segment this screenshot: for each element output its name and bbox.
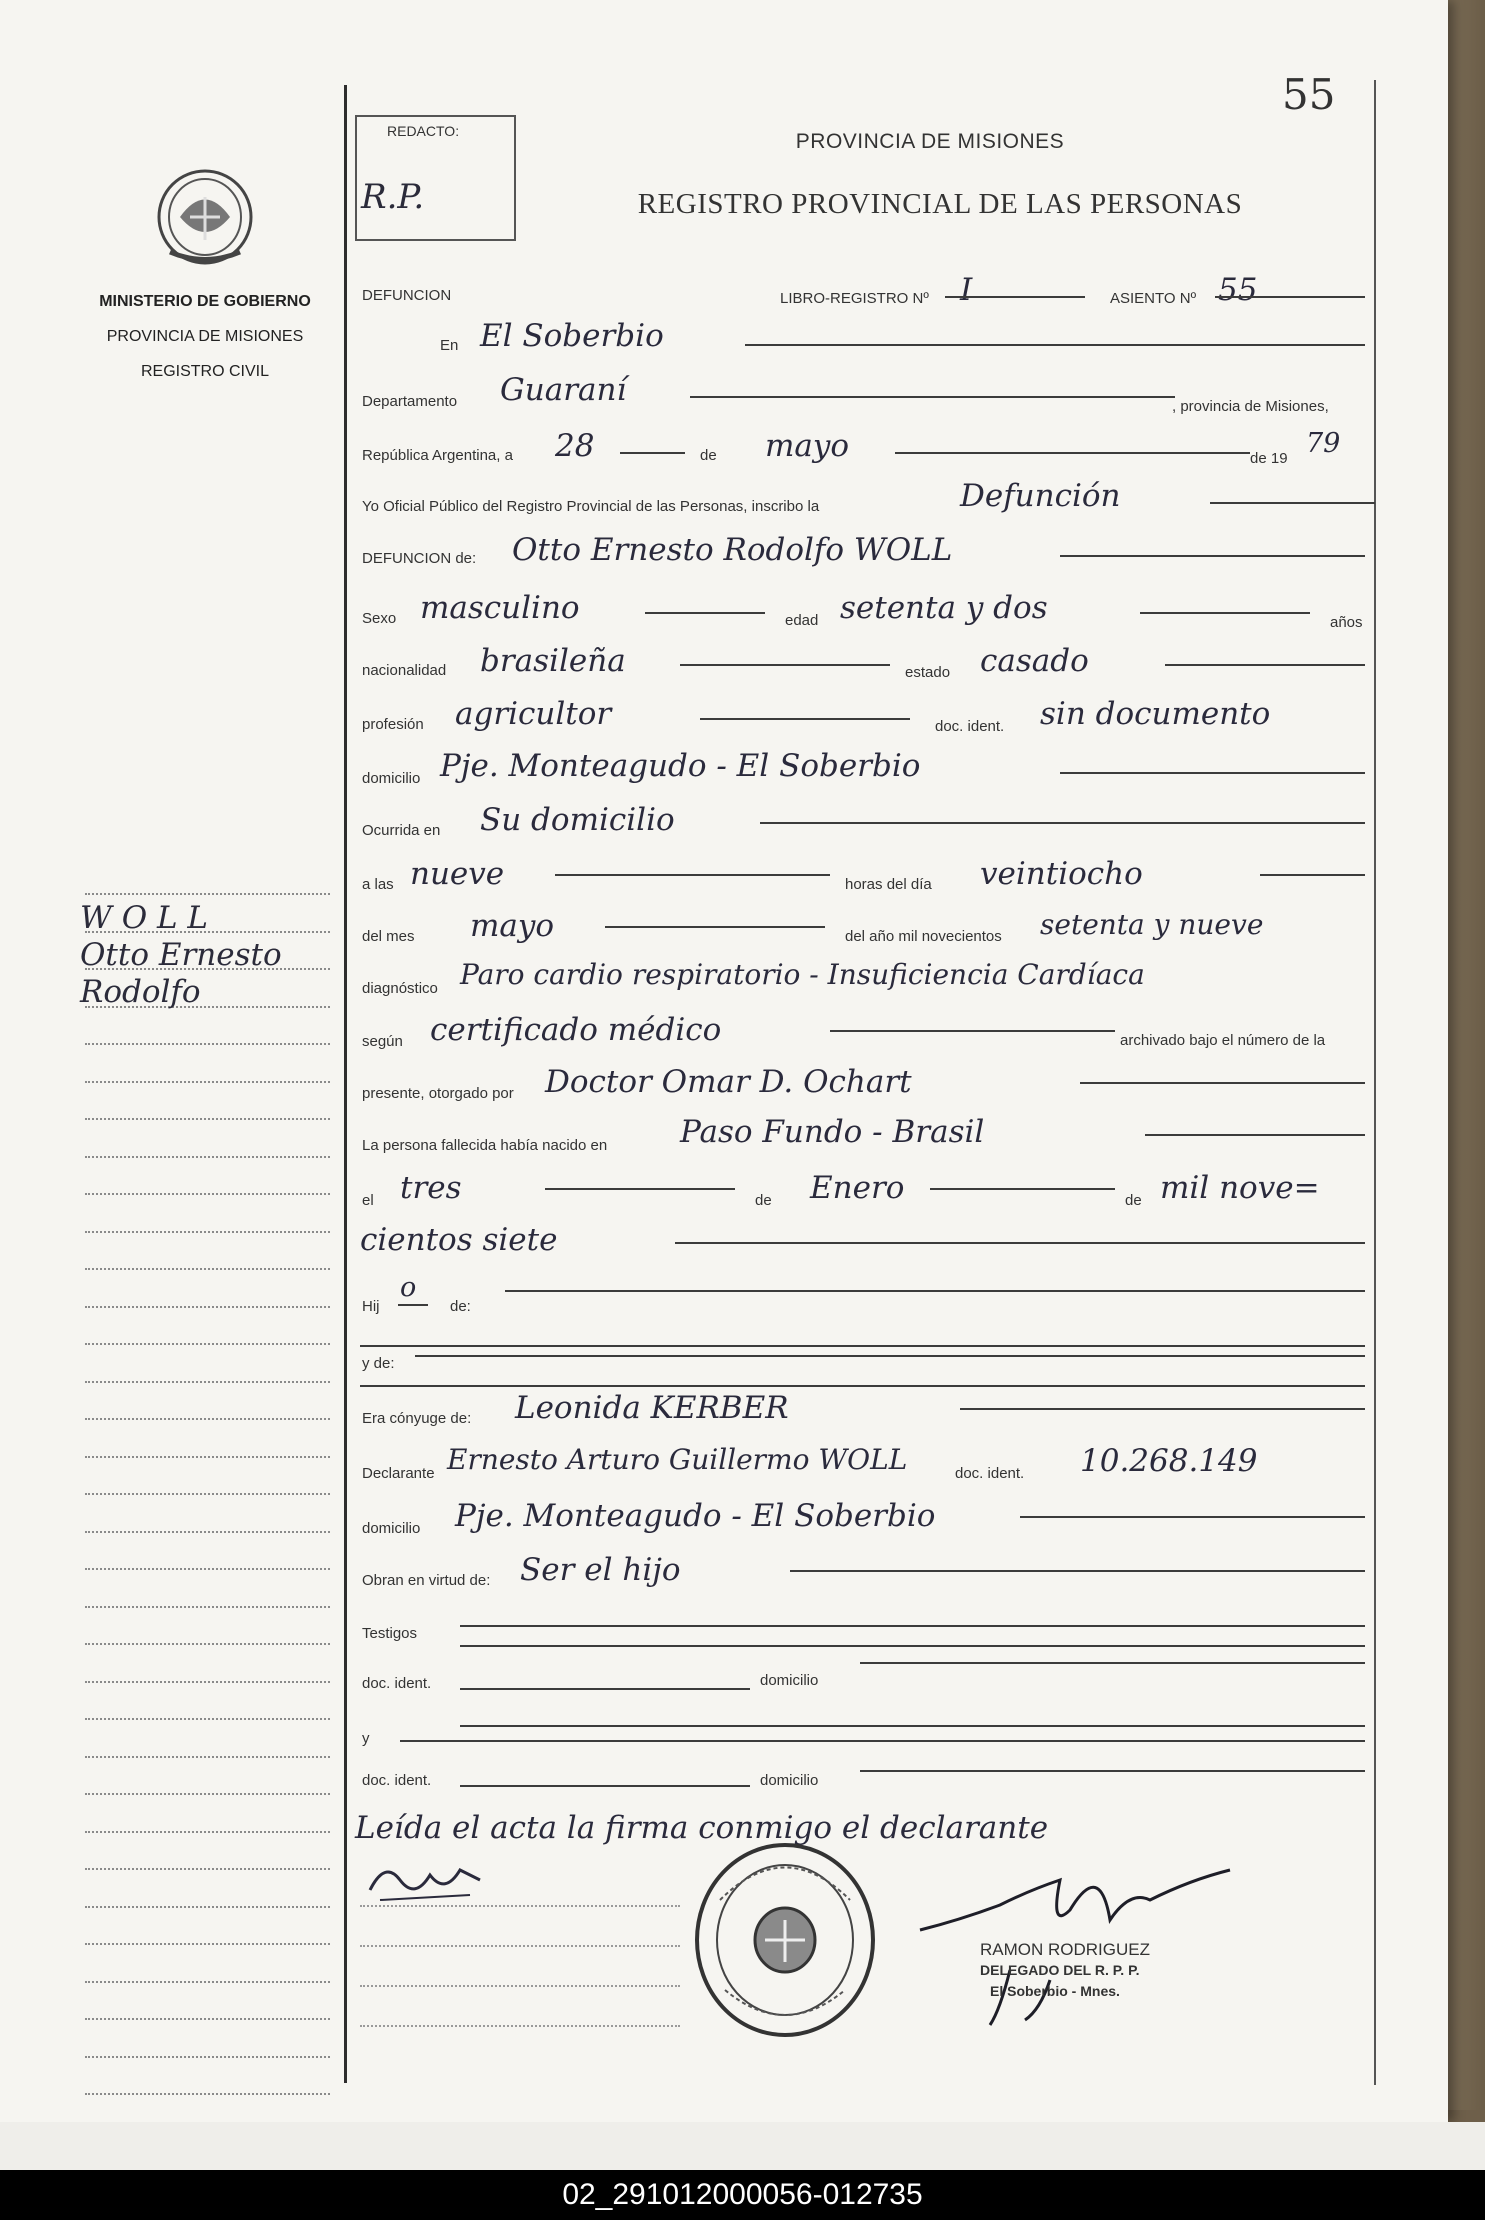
doc-ident-value: sin documento: [1040, 696, 1271, 732]
margin-note-line1: W O L L: [80, 900, 209, 936]
declarant-signature-icon: [360, 1850, 490, 1910]
en-label: En: [440, 337, 459, 354]
presente-value: Doctor Omar D. Ochart: [545, 1064, 912, 1100]
nacido-value: Paso Fundo - Brasil: [680, 1114, 985, 1150]
edad-value: setenta y dos: [840, 590, 1048, 626]
edad-label: edad: [785, 612, 819, 629]
ocurrida-label: Ocurrida en: [362, 822, 441, 839]
ministry-line3: REGISTRO CIVIL: [140, 363, 270, 380]
testigo2-doc-label: doc. ident.: [362, 1772, 432, 1789]
decl-domicilio-value: Pje. Monteagudo - El Soberbio: [455, 1498, 936, 1534]
hij-de-label: de:: [450, 1298, 471, 1315]
ocurrida-value: Su domicilio: [480, 802, 675, 838]
conyuge-label: Era cónyuge de:: [362, 1410, 472, 1427]
redacto-label: REDACTO:: [387, 123, 460, 139]
domicilio-value: Pje. Monteagudo - El Soberbio: [440, 748, 921, 784]
margin-note-line3: Rodolfo: [80, 974, 201, 1010]
horas-label: horas del día: [845, 876, 932, 893]
ministry-line1: MINISTERIO DE GOBIERNO: [99, 293, 311, 310]
a-las-label: a las: [362, 876, 394, 893]
doc-ident-label: doc. ident.: [935, 718, 1005, 735]
bottom-margin: [0, 2122, 1485, 2170]
libro-value: I: [960, 272, 973, 308]
del-anio-label: del año mil novecientos: [845, 928, 1002, 945]
oficial-value: Defunción: [960, 478, 1121, 514]
del-anio-value: setenta y nueve: [1040, 908, 1264, 941]
horas-value: veintiocho: [980, 856, 1143, 892]
profesion-label: profesión: [362, 716, 424, 733]
segun-label: según: [362, 1033, 403, 1050]
redacto-initials: R.P.: [361, 177, 425, 217]
sexo-value: masculino: [420, 590, 580, 626]
margin-note-line2: Otto Ernesto: [80, 937, 282, 973]
testigo2-domicilio-label: domicilio: [760, 1772, 819, 1789]
hij-value: o: [400, 1272, 417, 1303]
header-province: PROVINCIA DE MISIONES: [795, 130, 1065, 153]
defuncion-de-value: Otto Ernesto Rodolfo WOLL: [512, 532, 953, 568]
de-value-3: Enero: [810, 1170, 905, 1206]
de-value-4: mil nove=: [1160, 1170, 1320, 1206]
decl-domicilio-label: domicilio: [362, 1520, 421, 1537]
y-de-label: y de:: [362, 1355, 395, 1372]
declarante-label: Declarante: [362, 1465, 435, 1482]
asiento-label: ASIENTO Nº: [1110, 290, 1197, 307]
de-label: de: [700, 447, 717, 464]
estado-value: casado: [980, 643, 1089, 679]
margin-lines: [85, 893, 330, 2206]
diagnostico-value: Paro cardio respiratorio - Insuficiencia Cardíaca: [460, 958, 1145, 991]
mes-value: mayo: [765, 428, 850, 464]
dia-value: 28: [555, 428, 595, 464]
testigo1-doc-label: doc. ident.: [362, 1675, 432, 1692]
provincial-emblem-icon: [150, 162, 260, 272]
profesion-value: agricultor: [455, 696, 612, 732]
y-label: y: [362, 1730, 370, 1747]
decl-doc-label: doc. ident.: [955, 1465, 1025, 1482]
el-label: el: [362, 1192, 374, 1209]
en-value: El Soberbio: [480, 318, 664, 354]
anio-value: 79: [1306, 428, 1341, 459]
declarante-value: Ernesto Arturo Guillermo WOLL: [447, 1443, 908, 1476]
de-19-label: de 19: [1250, 450, 1288, 467]
defuncion-title: DEFUNCION: [362, 287, 452, 304]
image-id-footer: 02_291012000056-012735: [0, 2170, 1485, 2220]
hij-label: Hij: [362, 1298, 380, 1315]
nacido-label: La persona fallecida había nacido en: [362, 1137, 608, 1154]
conyuge-value: Leonida KERBER: [515, 1390, 789, 1426]
continuation-value: cientos siete: [360, 1222, 558, 1258]
official-place: El Soberbio - Mnes.: [990, 1983, 1120, 1999]
decl-doc-value: 10.268.149: [1080, 1443, 1258, 1479]
ministry-line2: PROVINCIA DE MISIONES: [106, 328, 304, 345]
estado-label: estado: [905, 664, 951, 681]
diagnostico-label: diagnóstico: [362, 980, 438, 997]
official-role: DELEGADO DEL R. P. P.: [980, 1962, 1140, 1978]
nacionalidad-value: brasileña: [480, 643, 626, 679]
obran-label: Obran en virtud de:: [362, 1572, 491, 1589]
defuncion-de-label: DEFUNCION de:: [362, 550, 477, 567]
libro-label: LIBRO-REGISTRO Nº: [780, 290, 929, 307]
a-las-value: nueve: [410, 856, 505, 892]
de-label-4: de: [1125, 1192, 1142, 1209]
asiento-value: 55: [1218, 272, 1258, 308]
redacto-box: [355, 115, 516, 241]
nacionalidad-label: nacionalidad: [362, 662, 447, 679]
margin-note: [80, 900, 340, 1011]
oficial-label: Yo Oficial Público del Registro Provincial de las Personas, inscribo la: [362, 498, 820, 515]
provincia-suffix: , provincia de Misiones,: [1172, 398, 1329, 415]
departamento-label: Departamento: [362, 393, 458, 410]
segun-value: certificado médico: [430, 1012, 722, 1048]
departamento-value: Guaraní: [500, 372, 627, 408]
official-seal-icon: [690, 1840, 880, 2040]
closing-statement: Leída el acta la firma conmigo el declarante: [355, 1810, 1049, 1846]
official-name: RAMON RODRIGUEZ: [980, 1940, 1150, 1959]
header-registry: REGISTRO PROVINCIAL DE LAS PERSONAS: [637, 188, 1243, 220]
del-mes-label: del mes: [362, 928, 415, 945]
archivado-label: archivado bajo el número de la: [1120, 1032, 1326, 1049]
anios-label: años: [1330, 614, 1363, 631]
testigo1-domicilio-label: domicilio: [760, 1672, 819, 1689]
el-value: tres: [400, 1170, 462, 1206]
page-number: 55: [1282, 70, 1336, 119]
sexo-label: Sexo: [362, 610, 397, 627]
obran-value: Ser el hijo: [520, 1552, 681, 1588]
republica-label: República Argentina, a: [362, 447, 513, 464]
ministry-block: [60, 293, 350, 398]
testigos-label: Testigos: [362, 1625, 418, 1642]
de-label-3: de: [755, 1192, 772, 1209]
del-mes-value: mayo: [470, 908, 555, 944]
domicilio-label: domicilio: [362, 770, 421, 787]
right-border: [1374, 80, 1376, 2085]
presente-label: presente, otorgado por: [362, 1085, 514, 1102]
